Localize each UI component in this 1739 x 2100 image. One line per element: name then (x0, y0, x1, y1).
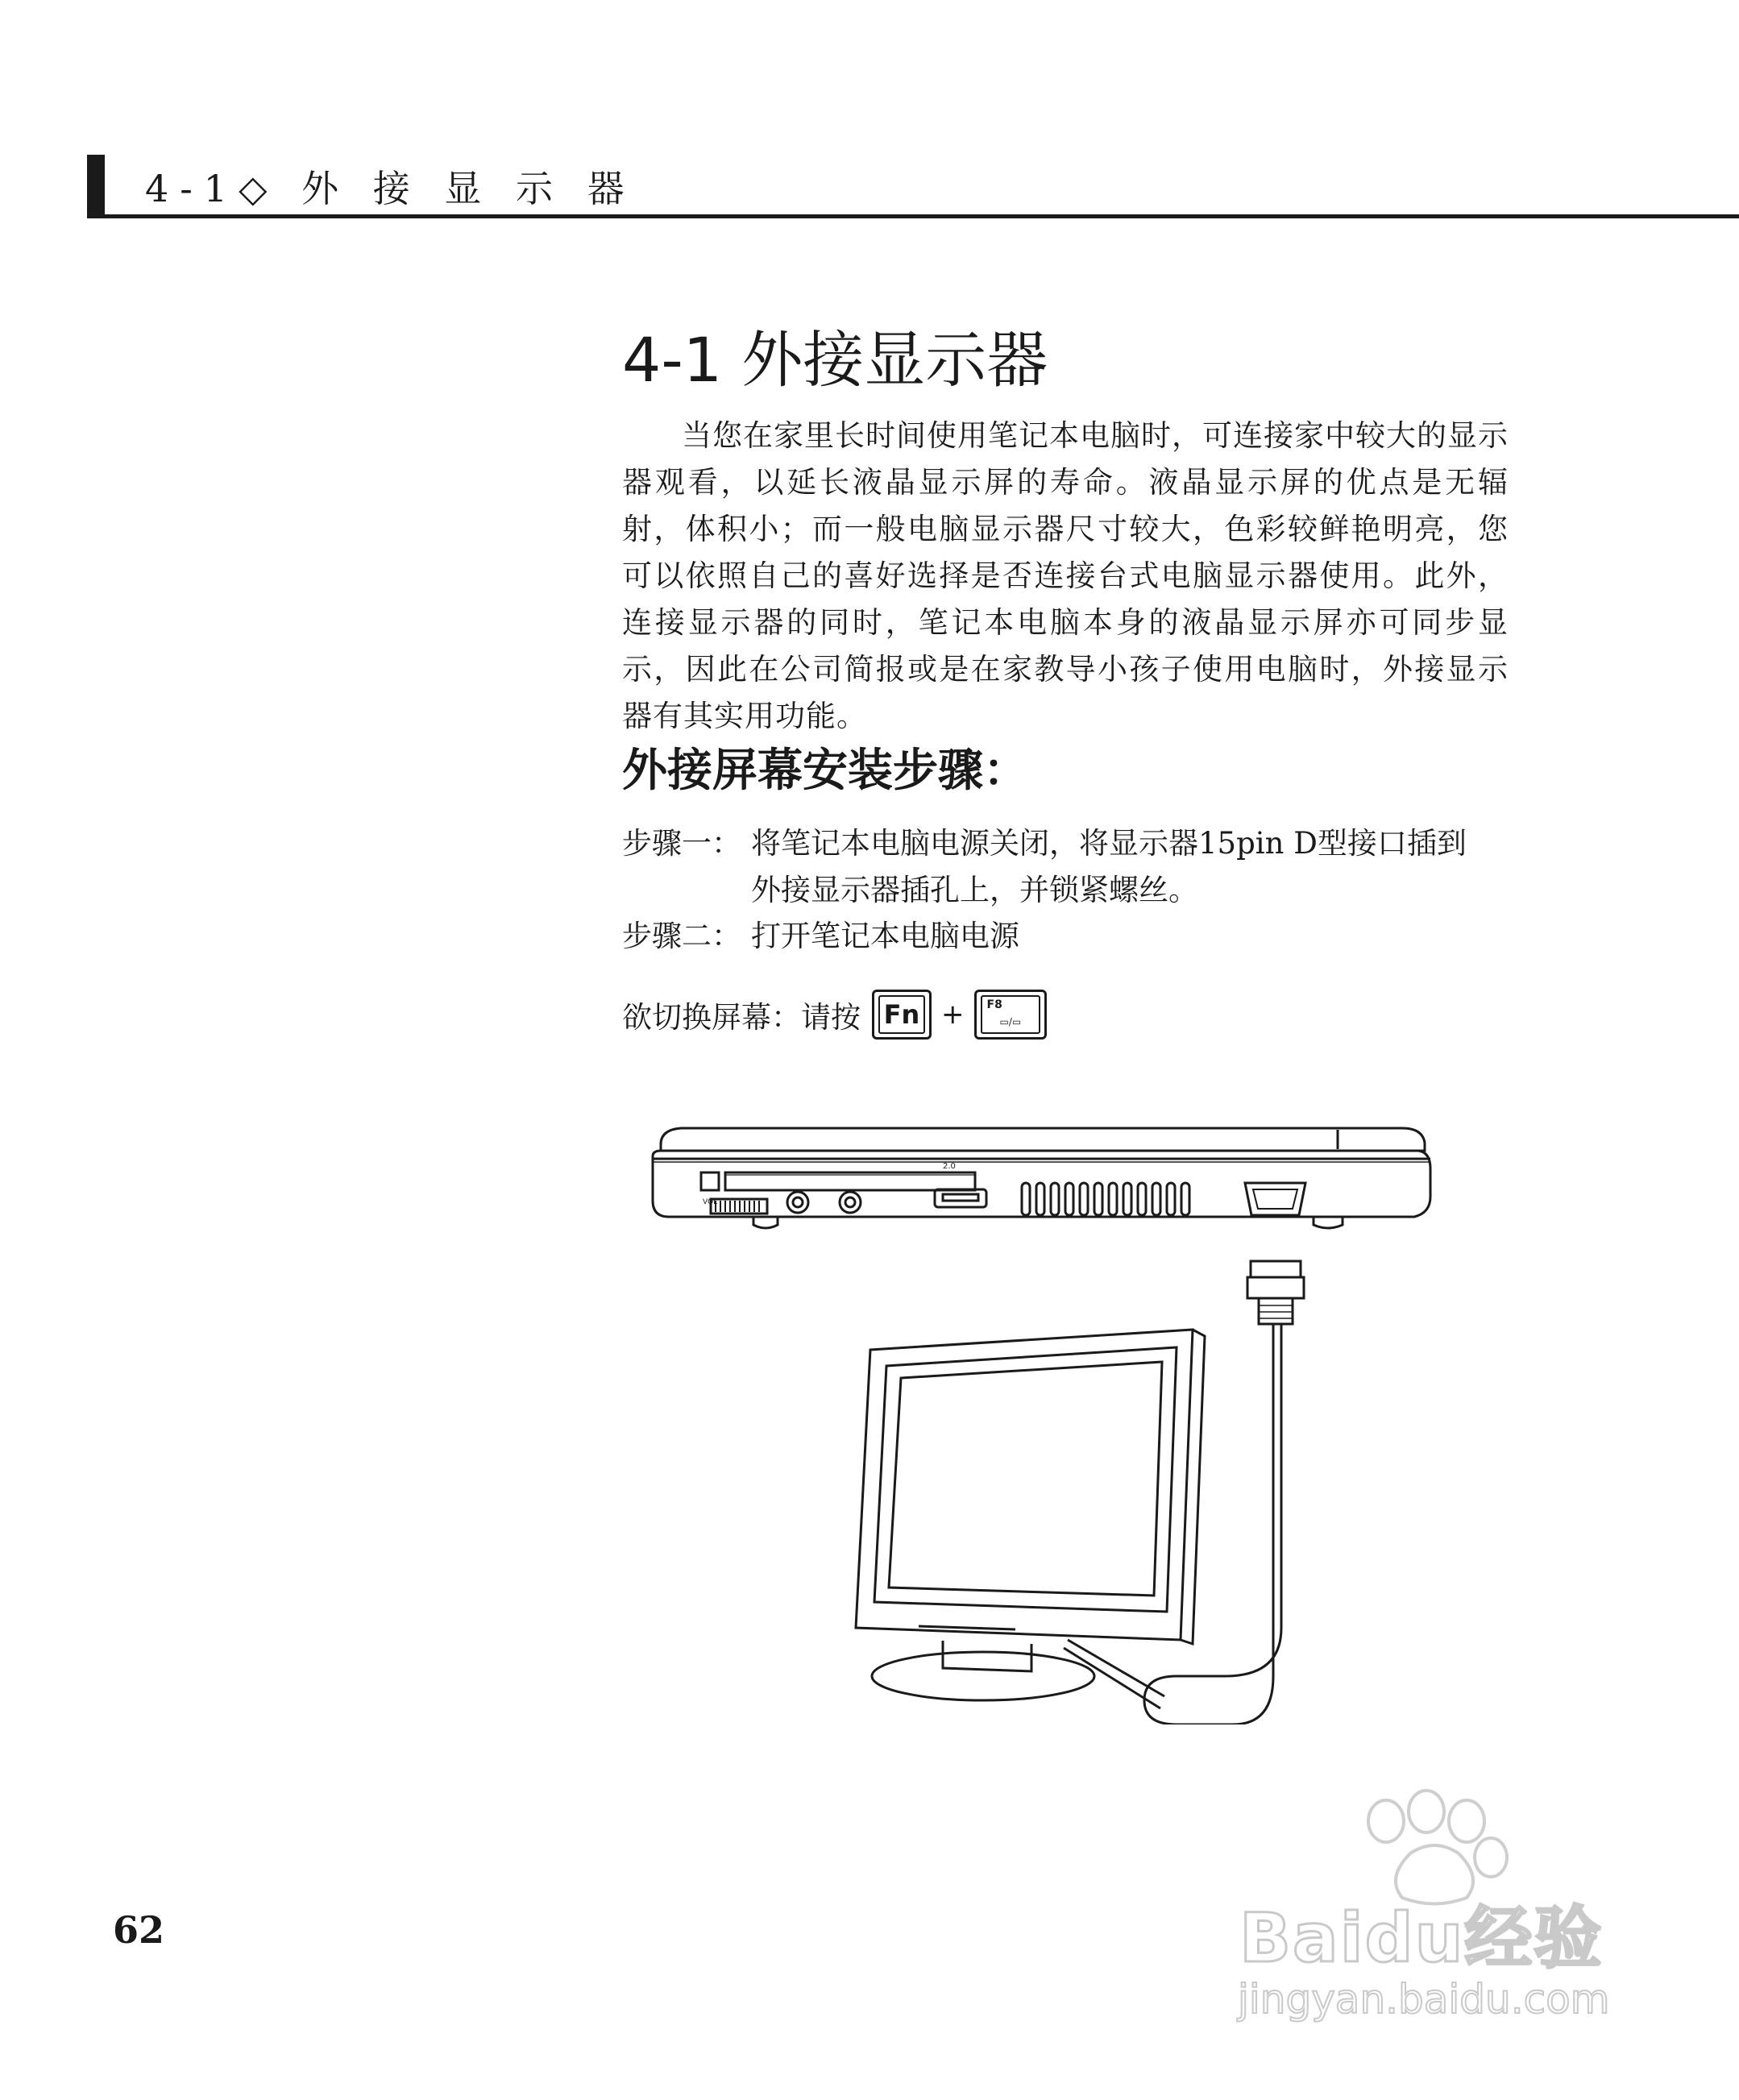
step-one-label: 步骤一： (622, 826, 741, 861)
step-two-text: 打开笔记本电脑电源 (751, 919, 1019, 953)
vol-label: VOL (703, 1198, 718, 1206)
watermark-url: jingyan.baidu.com (1238, 1976, 1610, 2023)
volume-wheel-icon (716, 1201, 759, 1212)
header-rule (87, 214, 1739, 218)
fn-key-icon (872, 990, 932, 1040)
laptop-monitor-connection-illustration (645, 1112, 1434, 1724)
fn-key-label: Fn (878, 995, 925, 1034)
laptop-side-view (653, 1128, 1430, 1228)
cooling-vents (1022, 1183, 1189, 1215)
running-header: 4-1◇ 外 接 显 示 器 (145, 167, 636, 210)
step-two (622, 913, 1525, 960)
switch-screen-instruction (622, 986, 1047, 1043)
page-number: 62 (113, 1908, 165, 1952)
step-one (622, 820, 1525, 914)
plus-sign: + (941, 998, 965, 1031)
f8-key-label: F8 (986, 998, 1002, 1011)
step-two-label: 步骤二： (622, 919, 741, 953)
external-monitor (856, 1330, 1205, 1700)
header-bar (87, 155, 105, 218)
vga-port-icon (1245, 1183, 1305, 1215)
display-switch-icon: ▭/▭ (999, 1016, 1022, 1027)
step-one-text: 将笔记本电脑电源关闭，将显示器15pin D型接口插到 (751, 826, 1467, 861)
f8-key-icon (974, 990, 1047, 1040)
step-one-text-continued: 外接显示器插孔上，并锁紧螺丝。 (751, 873, 1198, 907)
intro-paragraph: 当您在家里长时间使用笔记本电脑时，可连接家中较大的显示器观看，以延长液晶显示屏的寿命。液晶显示屏的优点是无辐射，体积小；而一般电脑显示器尺寸较大，色彩较鲜艳明亮，您可以依照自己的喜好选择是否连接台式电脑显示器使用。此外，连接显示器的同时，笔记本电脑本身的液晶显示屏亦可同步显示，因此在公司简报或是在家教导小孩子使用电脑时，外接显示器有其实用功能。 (622, 418, 1509, 733)
watermark-brand: Baidu经验 (1239, 1899, 1604, 1978)
usb-version-label: 2.0 (943, 1162, 956, 1171)
steps-heading: 外接屏幕安装步骤： (622, 744, 1028, 797)
section-title: 4-1 外接显示器 (622, 324, 1048, 396)
switch-screen-label: 欲切换屏幕：请按 (622, 1000, 861, 1035)
